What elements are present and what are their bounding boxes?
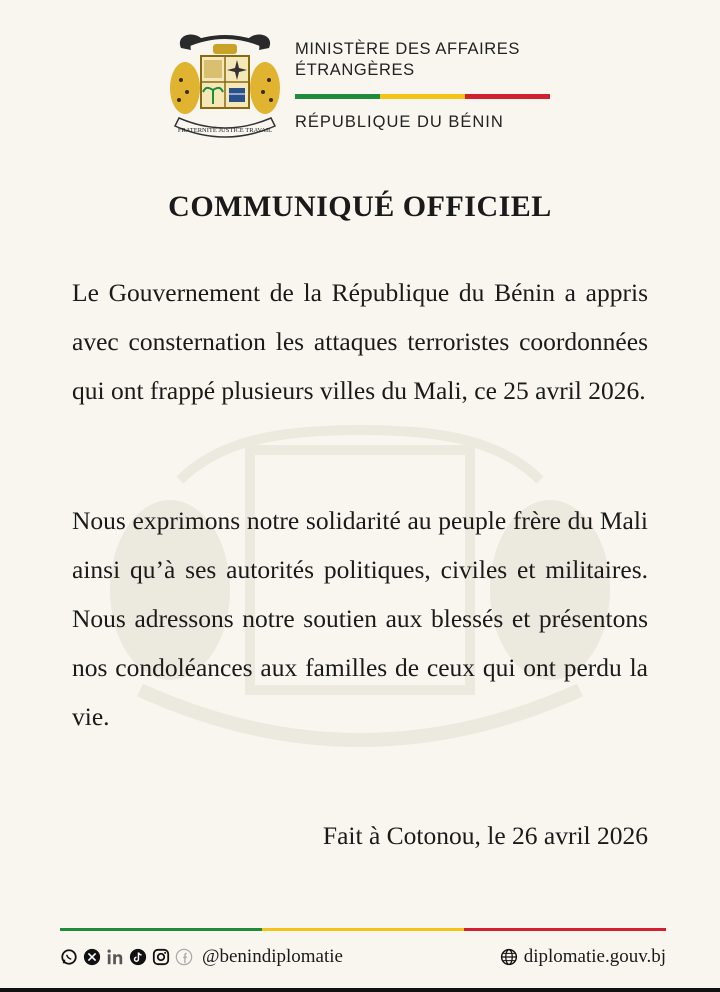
benin-coat-of-arms-emblem [165,30,285,142]
flag-color-bar [295,94,550,99]
footer-green-segment [60,928,262,931]
website-link[interactable] [500,944,666,970]
social-links [60,944,343,970]
republic-name: RÉPUBLIQUE DU BÉNIN [295,113,504,131]
communique-title: COMMUNIQUÉ OFFICIEL [168,190,552,223]
x-icon[interactable] [83,948,101,966]
footer-red-segment [464,928,666,931]
bottom-edge-line [0,988,720,992]
place-date-signature: Fait à Cotonou, le 26 avril 2026 [322,821,648,850]
body-paragraph-1: Le Gouvernement de la République du Bénin a appris avec consternation les attaques terroristes coordonnées qui ont frappé plusieurs villes du Mali, ce 25 avril 2026. [72,278,648,405]
flag-green-segment [295,94,380,99]
whatsapp-icon[interactable] [60,948,78,966]
linkedin-icon[interactable] [106,948,124,966]
facebook-icon[interactable] [175,948,193,966]
website-url[interactable]: diplomatie.gouv.bj [523,946,666,967]
emblem-motto: FRATERNITÉ JUSTICE TRAVAIL [177,127,273,134]
globe-icon [500,948,518,966]
footer-yellow-segment [262,928,464,931]
ministry-name [295,39,520,81]
social-handle[interactable]: @benindiplomatie [202,946,343,967]
flag-yellow-segment [380,94,465,99]
body-paragraph-2: Nous exprimons notre solidarité au peuple frère du Mali ainsi qu’à ses autorités politiques, civiles et militaires. Nous adressons notre soutien aux blessés et présentons nos condoléances aux familles de ceux qui ont perdu la vie. [72,506,648,731]
header [165,30,565,150]
ministry-line-1: MINISTÈRE DES AFFAIRES [295,40,520,58]
footer-color-bar [60,928,666,931]
flag-red-segment [465,94,550,99]
tiktok-icon[interactable] [129,948,147,966]
ministry-line-2: ÉTRANGÈRES [295,61,415,79]
instagram-icon[interactable] [152,948,170,966]
